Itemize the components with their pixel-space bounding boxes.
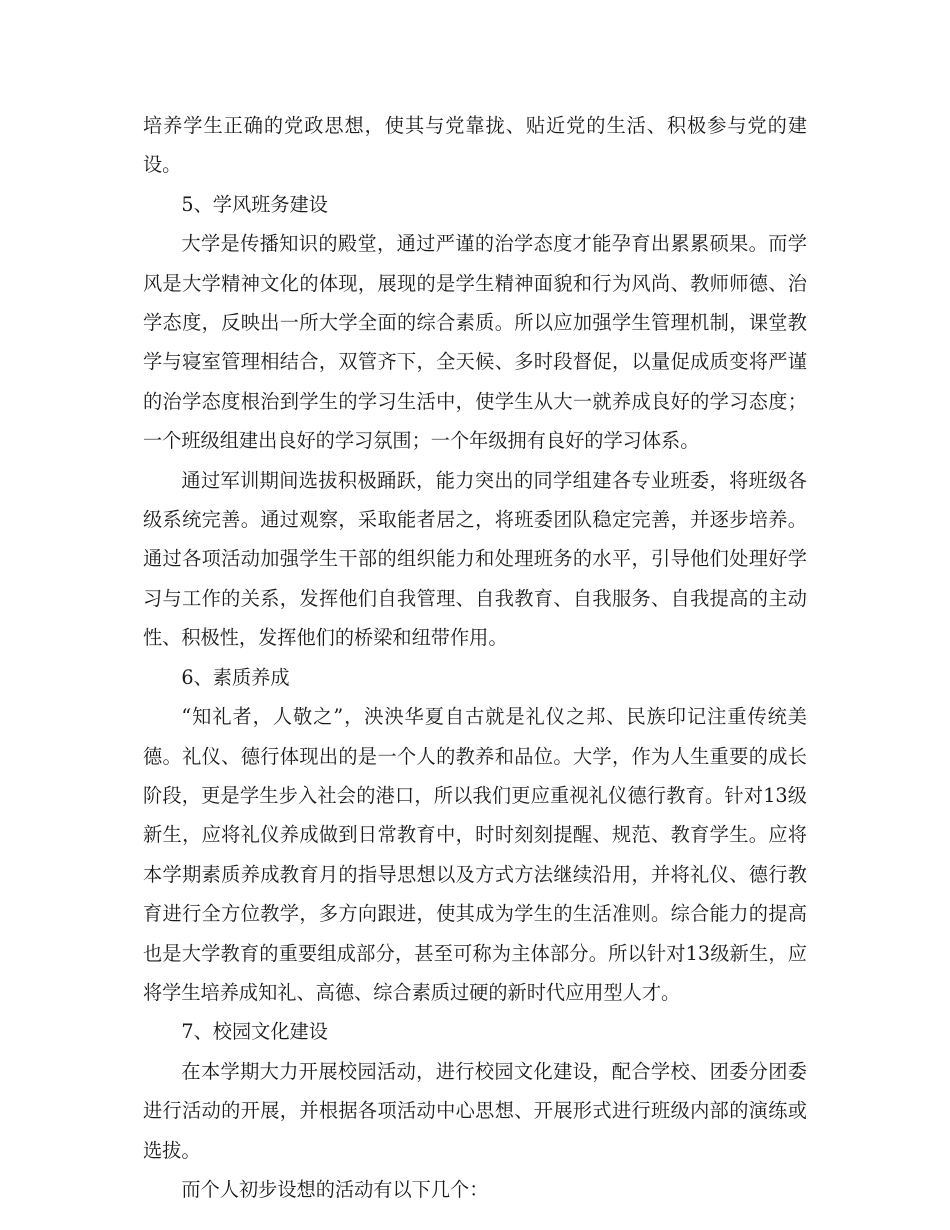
document-body [143, 106, 807, 1209]
paragraph-campus-activities: 在本学期大力开展校园活动，进行校园文化建设，配合学校、团委分团委进行活动的开展，并根据各项活动中心思想、开展形式进行班级内部的演练或选拔。 [143, 1059, 807, 1162]
section-heading-study-style: 5、学风班务建设 [181, 192, 328, 216]
section-heading-campus-culture: 7、校园文化建设 [181, 1020, 328, 1044]
paragraph-planned-activities: 而个人初步设想的活动有以下几个： [181, 1177, 489, 1201]
paragraph-class-committee: 通过军训期间选拔积极踊跃，能力突出的同学组建各专业班委，将班级各级系统完善。通过观察，采取能者居之，将班委团队稳定完善，并逐步培养。通过各项活动加强学生干部的组织能力和处理班务的水平，引导他们处理好学习与工作的关系，发挥他们自我管理、自我教育、自我服务、自我提高的主动性、积极性，发挥他们的桥梁和纽带作用。 [143, 468, 807, 650]
paragraph-study-style: 大学是传播知识的殿堂，通过严谨的治学态度才能孕育出累累硕果。而学风是大学精神文化的体现，展现的是学生精神面貌和行为风尚、教师师德、治学态度，反映出一所大学全面的综合素质。所以应加强学生管理机制，课堂教学与寝室管理相结合，双管齐下，全天候、多时段督促，以量促成质变将严谨的治学态度根治到学生的学习生活中，使学生从大一就养成良好的学习态度；一个班级组建出良好的学习氛围；一个年级拥有良好的学习体系。 [143, 232, 807, 453]
paragraph-etiquette-education: “知礼者，人敬之”，泱泱华夏自古就是礼仪之邦、民族印记注重传统美德。礼仪、德行体现出的是一个人的教养和品位。大学，作为人生重要的成长阶段，更是学生步入社会的港口，所以我们更应重视礼仪德行教育。针对13级新生，应将礼仪养成做到日常教育中，时时刻刻提醒、规范、教育学生。应将本学期素质养成教育月的指导思想以及方式方法继续沿用，并将礼仪、德行教育进行全方位教学，多方向跟进，使其成为学生的生活准则。综合能力的提高也是大学教育的重要组成部分，甚至可称为主体部分。所以针对13级新生，应将学生培养成知礼、高德、综合素质过硬的新时代应用型人才。 [143, 705, 807, 1004]
section-heading-quality-cultivation: 6、素质养成 [181, 665, 290, 689]
paragraph-party-building-end: 培养学生正确的党政思想，使其与党靠拢、贴近党的生活、积极参与党的建设。 [143, 114, 807, 177]
